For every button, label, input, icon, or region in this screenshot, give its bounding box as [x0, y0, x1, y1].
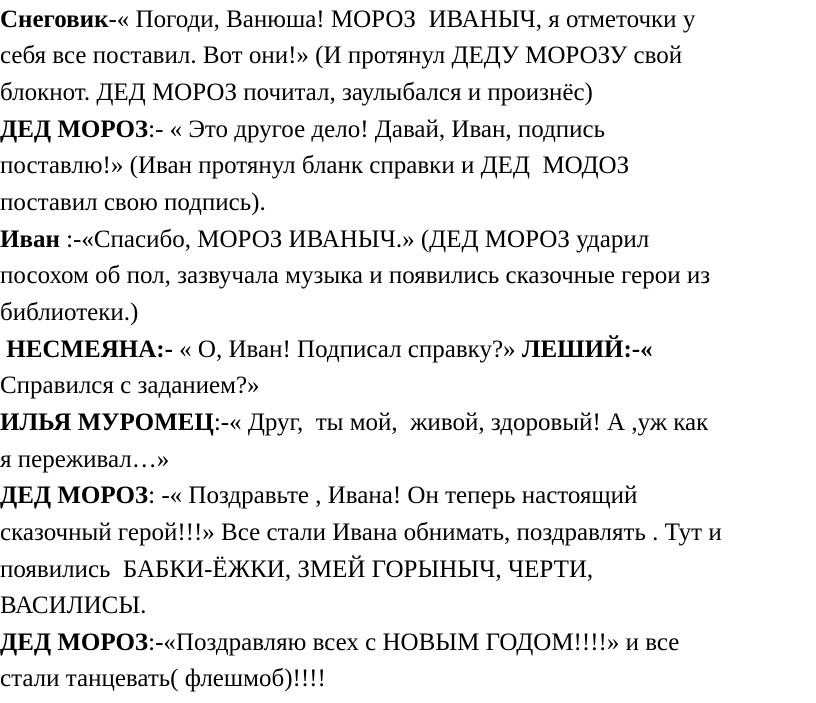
line-14 — [0, 478, 637, 515]
line-12-text: :-« Друг, ты мой, живой, здоровый! А ,уж как — [213, 409, 709, 436]
line-7 — [0, 222, 649, 259]
line-14-text: : -« Поздравьте , Ивана! Он теперь настоящий — [148, 482, 638, 509]
line-4 — [0, 112, 605, 149]
line-4-text: :- « Это другое дело! Давай, Иван, подпись — [148, 116, 606, 143]
line-15: сказочный герой!!!» Все стали Ивана обнимать, поздравлять . Тут и — [0, 519, 722, 546]
speaker-ded-moroz-3: ДЕД МОРОЗ — [0, 629, 149, 656]
line-18-text: :-«Поздравляю всех с НОВЫМ ГОДОМ!!!!» и все — [148, 629, 680, 656]
line-19: стали танцевать( флешмоб)!!!! — [0, 665, 326, 692]
line-11: Справился с заданием?» — [0, 372, 260, 399]
line-18 — [0, 625, 679, 662]
line-16: появились БАБКИ-ЁЖКИ, ЗМЕЙ ГОРЫНЫЧ, ЧЕРТИ, — [0, 556, 594, 583]
speaker-leshiy: ЛЕШИЙ:-« — [521, 336, 653, 363]
speaker-ilya-muromets: ИЛЬЯ МУРОМЕЦ — [0, 409, 214, 436]
line-8: посохом об пол, зазвучала музыка и появились сказочные герои из — [0, 262, 711, 289]
line-6: поставил свою подпись). — [0, 189, 266, 216]
line-13: я переживал…» — [0, 446, 170, 473]
speaker-ded-moroz: ДЕД МОРОЗ — [0, 116, 149, 143]
line-10 — [0, 332, 653, 369]
line-10-text: « О, Иван! Подписал справку?» — [172, 336, 522, 363]
line-3: блокнот. ДЕД МОРОЗ почитал, заулыбался и произнёс) — [0, 79, 593, 106]
speaker-nesmeyana: НЕСМЕЯНА:- — [0, 336, 173, 363]
line-2: себя все поставил. Вот они!» (И протянул ДЕДУ МОРОЗУ свой — [0, 42, 683, 69]
line-17: ВАСИЛИСЫ. — [0, 592, 147, 619]
line-5: поставлю!» (Иван протянул бланк справки и ДЕД МОДОЗ — [0, 152, 630, 179]
line-1 — [0, 2, 695, 39]
line-9: библиотеки.) — [0, 299, 139, 326]
speaker-snegovik: Снеговик — [0, 6, 109, 33]
speaker-ivan: Иван — [0, 226, 60, 253]
line-12 — [0, 405, 708, 442]
speaker-ded-moroz-2: ДЕД МОРОЗ — [0, 482, 149, 509]
line-7-text: :-«Спасибо, МОРОЗ ИВАНЫЧ.» (ДЕД МОРОЗ ударил — [59, 226, 650, 253]
line-1-text: -« Погоди, Ванюша! МОРОЗ ИВАНЫЧ, я отметочки у — [108, 6, 696, 33]
